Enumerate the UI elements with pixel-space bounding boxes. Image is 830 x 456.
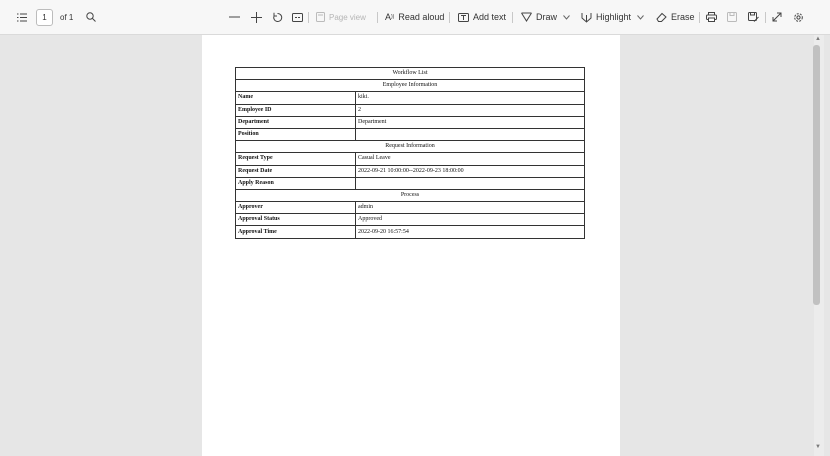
table-row: Approver admin (236, 202, 585, 214)
scroll-down-arrow[interactable]: ▼ (815, 444, 821, 450)
erase-button[interactable]: Erase (671, 12, 695, 22)
page-number-input[interactable]: 1 (36, 9, 53, 26)
table-row: Approval Time 2022-09-20 16:57:54 (236, 226, 585, 238)
workflow-table (235, 67, 585, 239)
toolbar-divider (449, 12, 450, 23)
scroll-up-arrow[interactable]: ▲ (815, 36, 821, 42)
highlight-button[interactable]: Highlight (596, 12, 632, 22)
highlight-icon (581, 12, 592, 23)
table-row: Approval Status Approved (236, 214, 585, 226)
scrollbar-thumb[interactable] (813, 45, 820, 305)
toolbar-divider (512, 12, 513, 23)
chevron-down-icon[interactable] (637, 15, 644, 20)
page-view-icon[interactable] (316, 12, 325, 22)
page-view-button[interactable]: Page view (329, 12, 366, 22)
plus-icon[interactable] (251, 12, 262, 23)
fit-page-icon[interactable] (292, 13, 303, 22)
toolbar-divider (765, 12, 766, 23)
table-row: Position (236, 128, 585, 140)
section-header: Process (236, 189, 585, 201)
toolbar-divider (308, 12, 309, 23)
gear-icon[interactable] (793, 12, 804, 23)
print-icon[interactable] (706, 12, 717, 22)
section-header: Request Information (236, 141, 585, 153)
read-aloud-button[interactable]: Read aloud (398, 12, 445, 22)
chevron-down-icon[interactable] (563, 15, 570, 20)
expand-icon[interactable] (772, 12, 782, 22)
table-row: Apply Reason (236, 177, 585, 189)
eraser-icon (656, 12, 667, 22)
toolbar-divider (377, 12, 378, 23)
add-text-icon (458, 13, 469, 22)
read-aloud-icon: A )) (385, 12, 395, 22)
table-row: Request Date 2022-09-21 10:00:00--2022-09-23 18:00:00 (236, 165, 585, 177)
section-header: Employee Information (236, 80, 585, 92)
table-title: Workflow List (236, 68, 585, 80)
minus-icon[interactable] (229, 12, 240, 22)
pdf-toolbar (0, 0, 830, 35)
page-total: of 1 (60, 12, 74, 22)
table-row: Employee ID 2 (236, 104, 585, 116)
table-row: Name kiki. (236, 92, 585, 104)
rotate-icon[interactable] (272, 12, 283, 23)
search-icon[interactable] (86, 12, 96, 22)
draw-button[interactable]: Draw (536, 12, 558, 22)
add-text-button[interactable]: Add text (473, 12, 507, 22)
list-icon[interactable] (17, 13, 27, 22)
table-row: Department Department (236, 116, 585, 128)
save-icon[interactable] (727, 12, 737, 22)
draw-icon (521, 12, 532, 22)
save-as-icon[interactable] (748, 12, 759, 23)
toolbar-divider (699, 12, 700, 23)
table-row: Request Type Casual Leave (236, 153, 585, 165)
